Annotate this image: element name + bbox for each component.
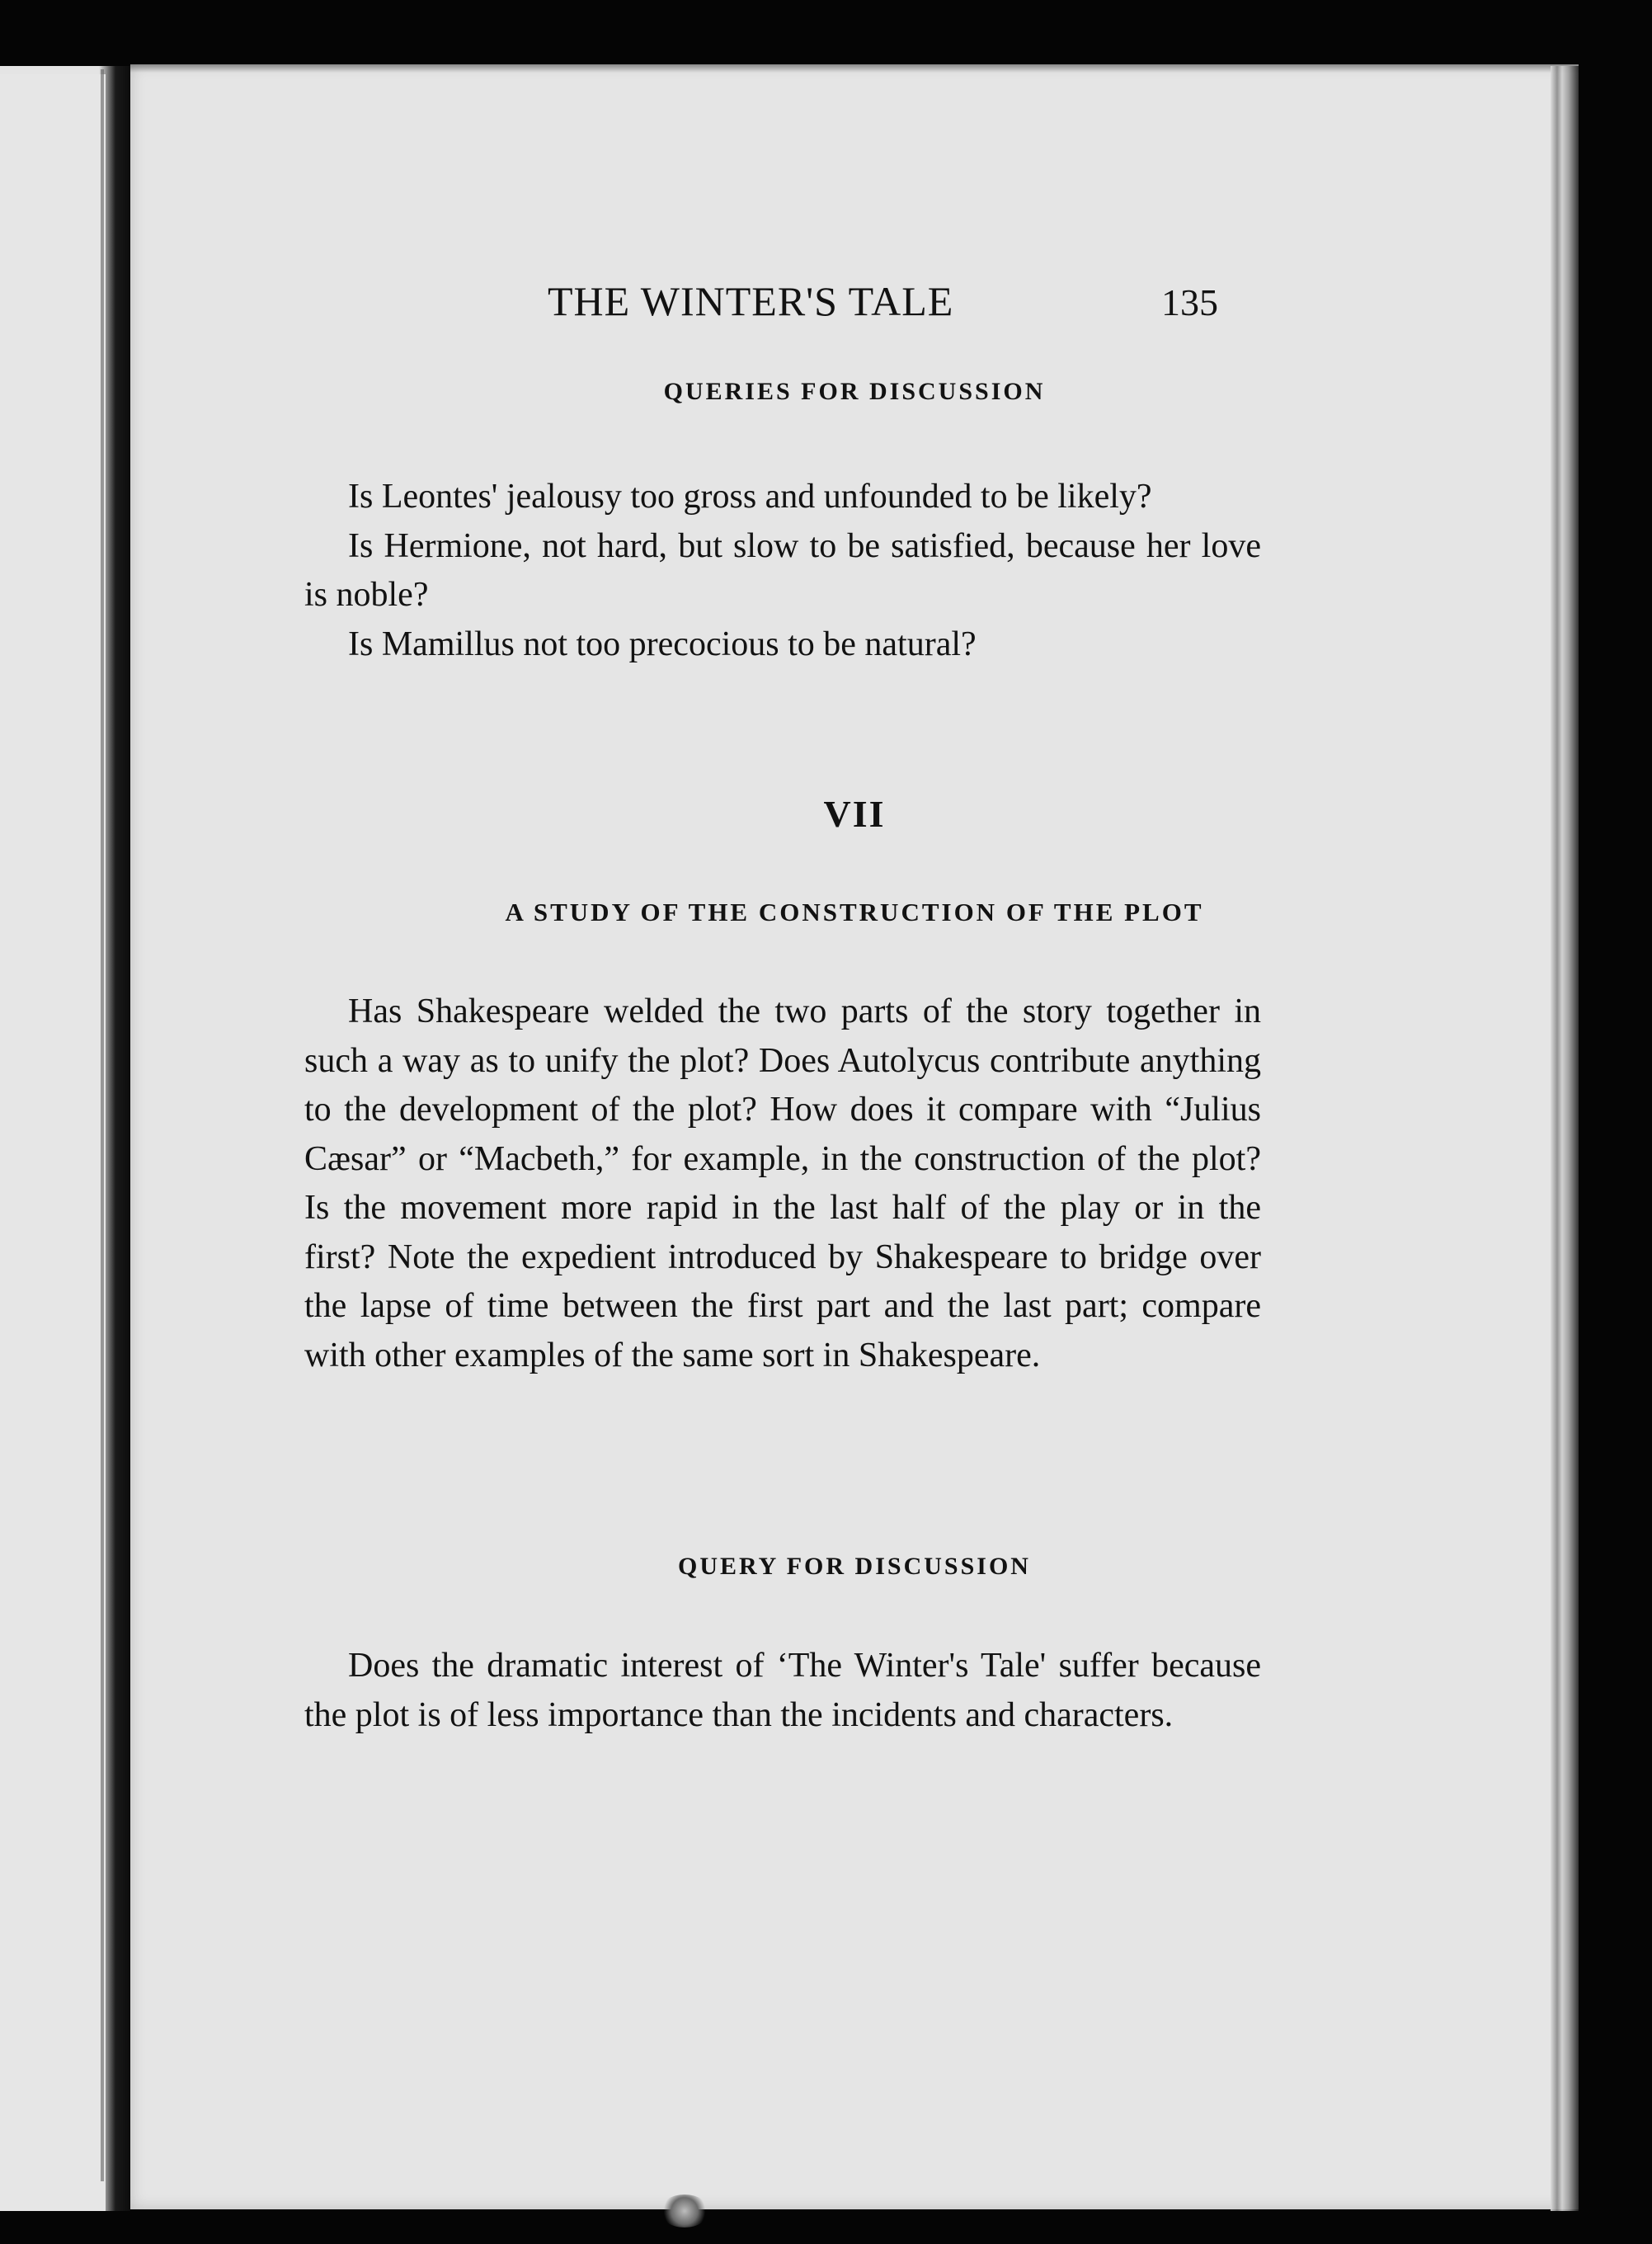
queries-list (304, 473, 1261, 669)
queries-heading: QUERIES FOR DISCUSSION (663, 378, 1046, 405)
scan-smudge (660, 2194, 709, 2228)
facing-page-edge (0, 74, 106, 2211)
query-heading: QUERY FOR DISCUSSION (678, 1553, 1031, 1580)
section-paragraph: Has Shakespeare welded the two parts of the story together in such a way as to unify the plot? Does Autolycus contribute anything to the development of the plot? How does it compare with “Julius Cæsar” or “Macbeth,” for example, in the construction of the plot? Is the movement more rapid in the last half of the play or in the first? Note the expedient introduced by Shakespeare to bridge over the lapse of time between the first part and the last part; compare with other examples of the same sort in Shakespeare. (304, 992, 1261, 1374)
facing-page-fold-line (101, 69, 104, 2181)
section-heading: A STUDY OF THE CONSTRUCTION OF THE PLOT (505, 898, 1204, 926)
query-item: Is Leontes' jealousy too gross and unfounded to be likely? (348, 478, 1152, 516)
running-title: THE WINTER'S TALE (548, 278, 954, 324)
query-body (304, 1642, 1261, 1740)
query-paragraph: Does the dramatic interest of ‘The Winter's Tale' suffer because the plot is of less importance than the incidents and characters. (304, 1647, 1261, 1734)
section-body (304, 988, 1261, 1380)
page-number: 135 (1161, 281, 1218, 323)
query-item: Is Mamillus not too precocious to be natural? (348, 625, 977, 663)
section-number: VII (823, 793, 886, 835)
query-item: Is Hermione, not hard, but slow to be satisfied, because her love is noble? (304, 526, 1261, 614)
page-top-shadow (130, 64, 1579, 73)
